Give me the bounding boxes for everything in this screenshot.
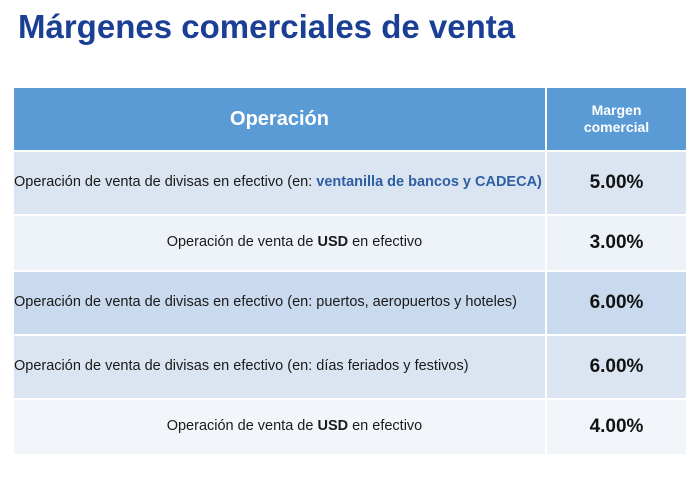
operation-cell [14,151,546,215]
operation-text-pre: Operación de venta de [166,234,318,251]
margin-value: 4.00% [546,399,686,455]
operation-cell: Operación de venta de divisas en efectivo (en: días feriados y festivos) [14,335,546,399]
operation-cell: Operación de venta de divisas en efectivo (en: puertos, aeropuertos y hoteles) [14,271,546,335]
table-header-row [14,88,686,151]
table-header [14,88,686,151]
margins-table [14,88,686,456]
column-header-margin-line2: comercial [583,119,650,135]
margins-table-container [14,88,686,456]
column-header-margin [546,88,686,151]
operation-cell [14,215,546,271]
table-row [14,215,686,271]
operation-text-highlight: ventanilla de bancos y CADECA [316,174,538,191]
margin-value: 3.00% [546,215,686,271]
page-title: Márgenes comerciales de venta [18,8,516,45]
table-body [14,151,686,455]
operation-text-bold: USD [317,234,349,251]
operation-text-pre: Operación de venta de divisas en efectivo (en: [14,174,317,191]
operation-text-post: ) [537,174,542,191]
table-row [14,335,686,399]
margin-value: 5.00% [546,151,686,215]
column-header-margin-line1: Margen [591,101,642,118]
table-row [14,151,686,215]
column-header-operation: Operación [14,88,546,151]
operation-text-bold: USD [317,418,349,435]
table-row [14,271,686,335]
margin-value: 6.00% [546,335,686,399]
table-row [14,399,686,455]
operation-text-post: en efectivo [348,234,423,251]
margin-value: 6.00% [546,271,686,335]
operation-text-pre: Operación de venta de [166,418,318,435]
operation-text-post: en efectivo [348,418,423,435]
operation-cell [14,399,546,455]
